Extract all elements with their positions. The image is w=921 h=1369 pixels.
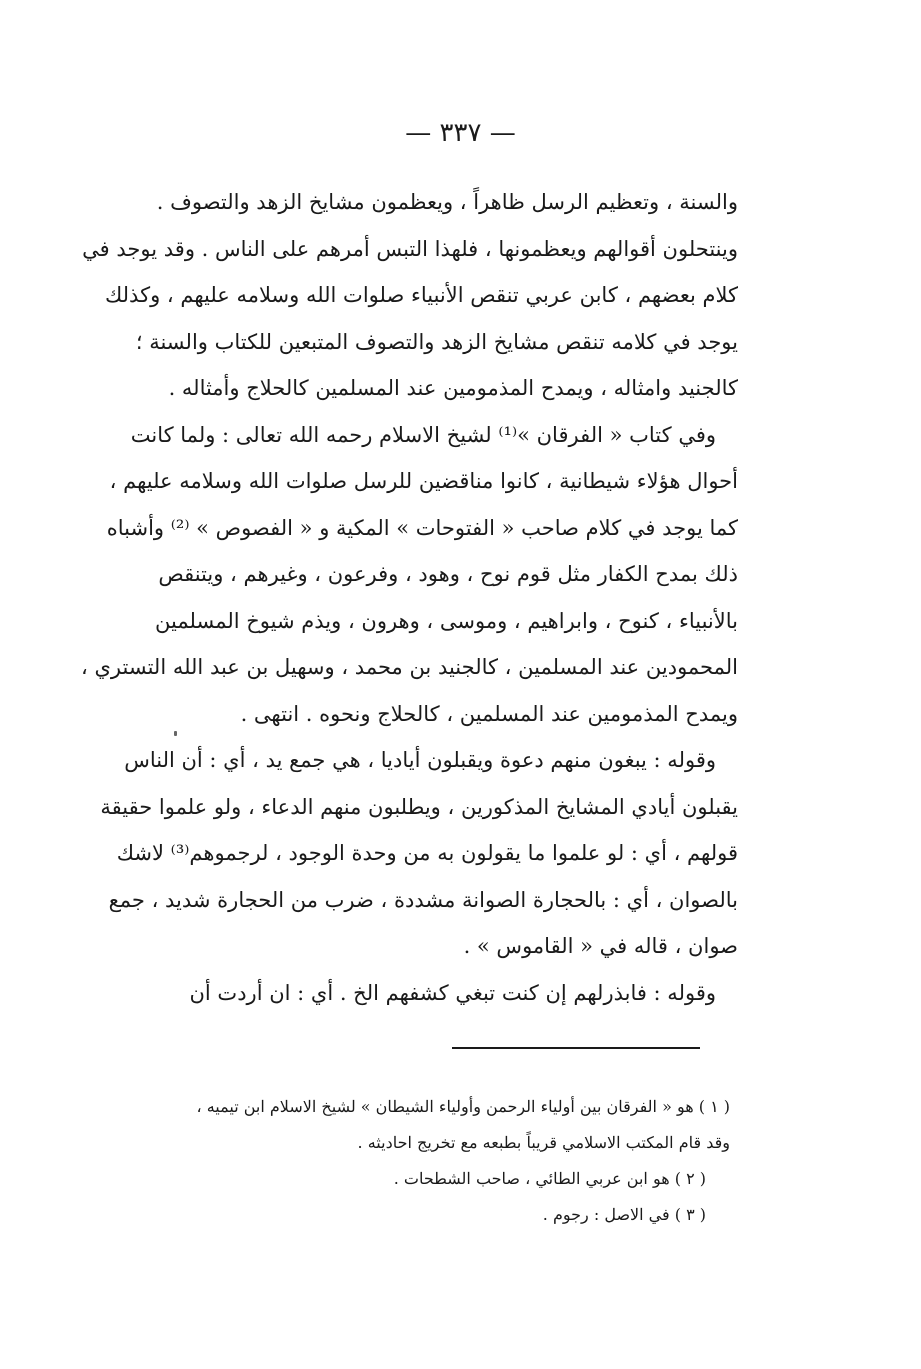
footnote-1: ( ١ ) هو « الفرقان بين أولياء الرحمن وأولياء الشيطان » لشيخ الاسلام ابن تيميه ، xyxy=(196,1097,730,1116)
footnote-2: ( ٢ ) هو ابن عربي الطائي ، صاحب الشطحات . xyxy=(393,1169,706,1188)
text-line-3: كلام بعضهم ، كابن عربي تنقص الأنبياء صلوات الله وسلامه عليهم ، وكذلك xyxy=(104,283,738,307)
text-line-6: وفي كتاب « الفرقان »⁽¹⁾ لشيخ الاسلام رحمه الله تعالى : ولما كانت xyxy=(130,422,716,447)
footnotes xyxy=(196,1096,730,1240)
text-line-18: وقوله : فابذرلهم إن كنت تبغي كشفهم الخ . أي : ان أردت أن xyxy=(189,980,716,1005)
text-line-13: وقوله : يبغون منهم دعوة ويقبلون أياديا ، هي جمع يد ، أي : أن الناس xyxy=(124,748,716,772)
text-line-12: ويمدح المذمومين عند المسلمين ، كالحلاج ونحوه . انتهى . xyxy=(240,701,738,726)
text-line-15: قولهم ، أي : لو علموا ما يقولون به من وحدة الوجود ، لرجموهم⁽³⁾ لاشك xyxy=(116,841,738,865)
scan-speck xyxy=(174,731,177,736)
footnote-3: ( ٣ ) في الاصل : رجوم . xyxy=(542,1205,706,1224)
main-text xyxy=(81,190,738,1027)
footnote-1-continued: وقد قام المكتب الاسلامي قريباً بطبعه مع تخريج احاديثه . xyxy=(357,1133,730,1152)
text-line-14: يقبلون أيادي المشايخ المذكورين ، ويطلبون منهم الدعاء ، ولو علموا حقيقة xyxy=(100,794,738,819)
text-line-16: بالصوان ، أي : بالحجارة الصوانة مشددة ، ضرب من الحجارة شديد ، جمع xyxy=(108,887,738,912)
text-line-1: والسنة ، وتعظيم الرسل ظاهراً ، ويعظمون مشايخ الزهد والتصوف . xyxy=(156,190,738,214)
page-number: — ٣٣٧ — xyxy=(405,118,516,148)
footnote-separator xyxy=(452,1047,700,1049)
text-line-9: ذلك بمدح الكفار مثل قوم نوح ، وهود ، وفرعون ، وغيرهم ، ويتنقص xyxy=(158,562,738,586)
text-line-17: صوان ، قاله في « القاموس » . xyxy=(463,934,738,958)
text-line-2: وينتحلون أقوالهم ويعظمونها ، فلهذا التبس أمرهم على الناس . وقد يوجد في xyxy=(82,236,738,261)
text-line-4: يوجد في كلامه تنقص مشايخ الزهد والتصوف المتبعين للكتاب والسنة ؛ xyxy=(135,329,738,354)
text-line-7: أحوال هؤلاء شيطانية ، كانوا مناقضين للرسل صلوات الله وسلامه عليهم ، xyxy=(109,469,738,493)
text-line-10: بالأنبياء ، كنوح ، وابراهيم ، وموسى ، وهرون ، ويذم شيوخ المسلمين xyxy=(155,608,738,633)
text-line-5: كالجنيد وامثاله ، ويمدح المذمومين عند المسلمين كالحلاج وأمثاله . xyxy=(168,376,738,400)
text-line-8: كما يوجد في كلام صاحب « الفتوحات » المكية و « الفصوص » ⁽²⁾ وأشباه xyxy=(106,515,738,540)
text-line-11: المحمودين عند المسلمين ، كالجنيد بن محمد ، وسهيل بن عبد الله التستري ، xyxy=(81,655,738,679)
